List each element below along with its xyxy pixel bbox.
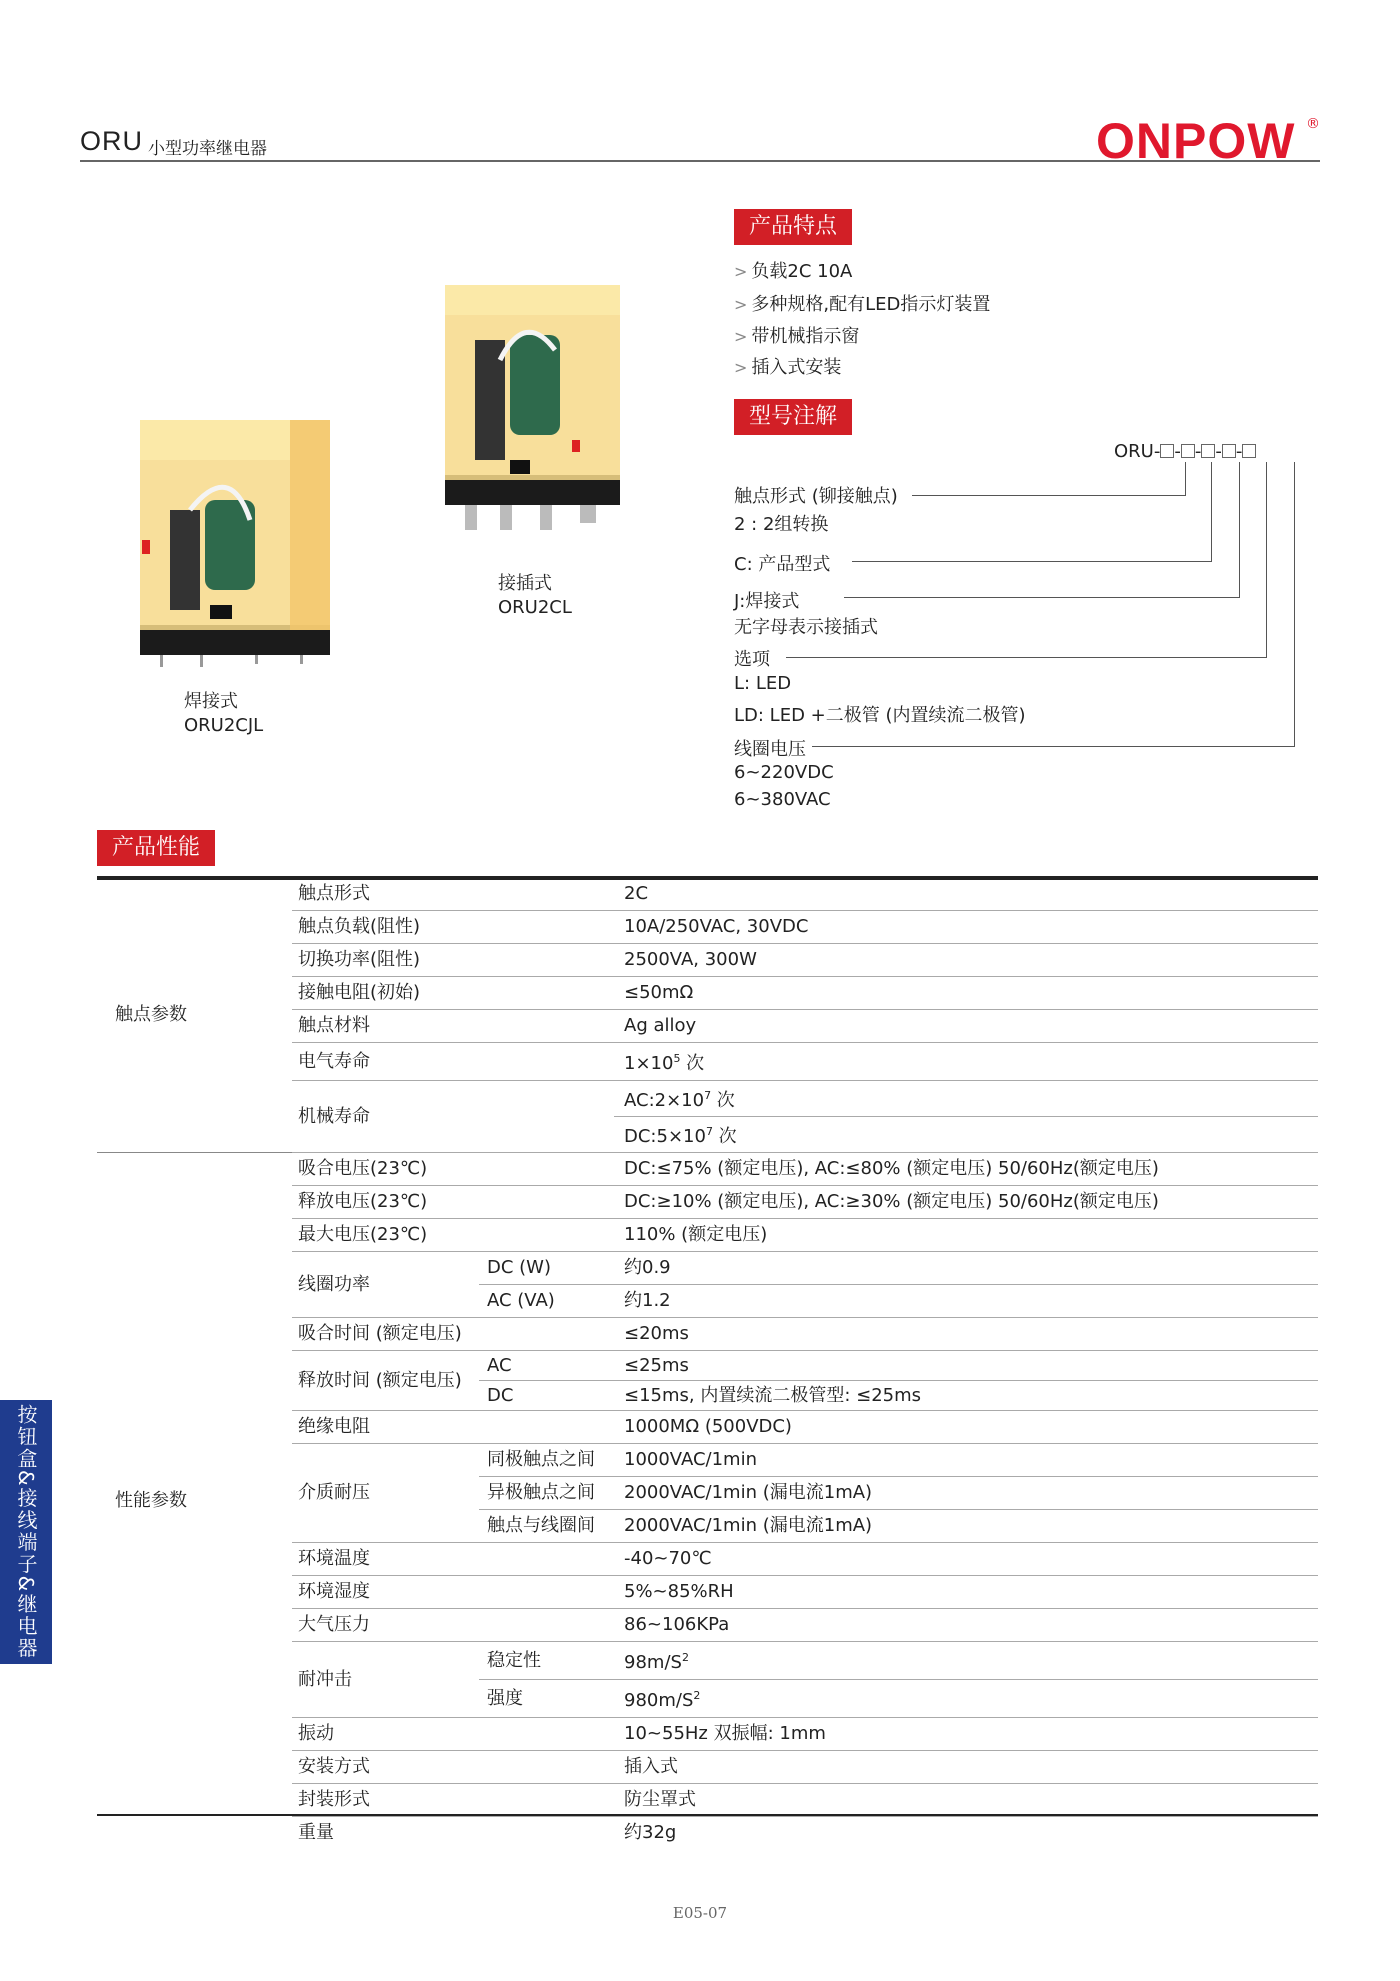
model-decode-title: 型号注解 [734,399,852,435]
onpow-logo: ONPOW [1096,113,1296,169]
table-row: 触点参数 触点形式 2C [97,878,1318,911]
solder-model-label: ORU2CJL [184,715,264,736]
table-row: 机械寿命 $AC:2\times 10^7$ 次 [97,1081,1318,1117]
leader-line [1294,462,1295,747]
series-name: ORU [80,126,143,156]
page-number: E05-07 [672,1904,728,1922]
table-row: 触点负载(阻性) 10A/250VAC, 30VDC [97,911,1318,944]
table-row: 大气压力 86~106KPa [97,1609,1318,1642]
leader-line [812,746,1295,747]
feature-item: > 多种规格,配有LED指示灯装置 [734,294,991,315]
table-bottom-rule [97,1814,1318,1816]
performance-table [97,878,1318,1849]
feature-item: > 带机械指示窗 [734,326,860,347]
table-row: 最大电压(23℃) 110% (额定电压) [97,1219,1318,1252]
decode-coil-dc: 6~220VDC [734,762,834,783]
table-row: 线圈功率 DC (W) 约0.9 [97,1252,1318,1285]
table-row: 耐冲击 稳定性 $98m/S^2$ [97,1642,1318,1680]
table-row: 切换功率(阻性) 2500VA, 300W [97,944,1318,977]
group-performance-params: 性能参数 [115,1490,187,1511]
leader-line [1185,462,1186,496]
table-row: DC ≤15ms, 内置续流二极管型: ≤25ms [97,1381,1318,1411]
decode-option: 选项 [734,649,770,670]
table-row: 环境湿度 5%~85%RH [97,1576,1318,1609]
decode-option-l: L: LED [734,673,792,694]
decode-terminal-note: 无字母表示接插式 [734,617,878,638]
table-row: 性能参数 吸合电压(23℃) DC:≤75% (额定电压), AC:≤80% (额定电压) 50/60Hz(额定电压) [97,1153,1318,1186]
plugin-type-label: 接插式 [498,573,552,594]
plugin-model-label: ORU2CL [498,597,572,618]
decode-option-ld: LD: LED +二极管 (内置续流二极管) [734,705,1026,726]
model-code: ORU- - - - - [1114,441,1256,462]
leader-line [1211,462,1212,562]
registered-mark: ® [1306,116,1320,132]
table-row: 释放时间 (额定电压) AC ≤25ms [97,1351,1318,1381]
performance-title: 产品性能 [97,830,215,866]
table-row: 接触电阻(初始) ≤50mΩ [97,977,1318,1010]
table-row: 触点材料 Ag alloy [97,1010,1318,1043]
series-description: 小型功率继电器 [148,139,267,159]
decode-terminal: J:焊接式 [734,591,800,612]
table-row: 异极触点之间 2000VAC/1min (漏电流1mA) [97,1477,1318,1510]
table-row: 触点与线圈间 2000VAC/1min (漏电流1mA) [97,1510,1318,1543]
table-row: 介质耐压 同极触点之间 1000VAC/1min [97,1444,1318,1477]
table-row: AC (VA) 约1.2 [97,1285,1318,1318]
decode-contact-form-value: 2 : 2组转换 [734,514,829,535]
leader-line [912,495,1186,496]
table-row: 安装方式 插入式 [97,1751,1318,1784]
decode-coil-ac: 6~380VAC [734,789,831,810]
table-row: 强度 $980m/S^2$ [97,1680,1318,1718]
table-row: 绝缘电阻 1000MΩ (500VDC) [97,1411,1318,1444]
feature-item: > 插入式安装 [734,357,842,378]
decode-product-type: C: 产品型式 [734,554,831,575]
table-row: $DC:5\times 10^7$ 次 [97,1117,1318,1153]
feature-item: > 负载2C 10A [734,261,853,282]
leader-line [852,561,1212,562]
decode-contact-form: 触点形式 (铆接触点) [734,486,898,507]
group-contact-params: 触点参数 [97,878,292,1153]
features-title: 产品特点 [734,209,852,245]
category-side-tab[interactable]: 按钮盒&接线端子&继电器 [0,1400,52,1664]
table-row: 吸合时间 (额定电压) ≤20ms [97,1318,1318,1351]
table-row: 振动 10~55Hz 双振幅: 1mm [97,1718,1318,1751]
leader-line [1266,462,1267,658]
leader-line [1239,462,1240,598]
table-row: 电气寿命 $1\times 10^5$ 次 [97,1043,1318,1081]
solder-type-label: 焊接式 [184,691,238,712]
table-row: 封装形式 防尘罩式 [97,1784,1318,1817]
table-row: 释放电压(23℃) DC:≥10% (额定电压), AC:≥30% (额定电压) 50/60Hz(额定电压) [97,1186,1318,1219]
leader-line [786,657,1267,658]
relay-plugin-type-image [430,280,630,550]
leader-line [844,597,1240,598]
table-row: 环境温度 -40~70℃ [97,1543,1318,1576]
decode-coil-voltage: 线圈电压 [734,739,806,760]
relay-solder-type-image [130,400,350,670]
table-row: 重量 约32g [298,1822,677,1843]
